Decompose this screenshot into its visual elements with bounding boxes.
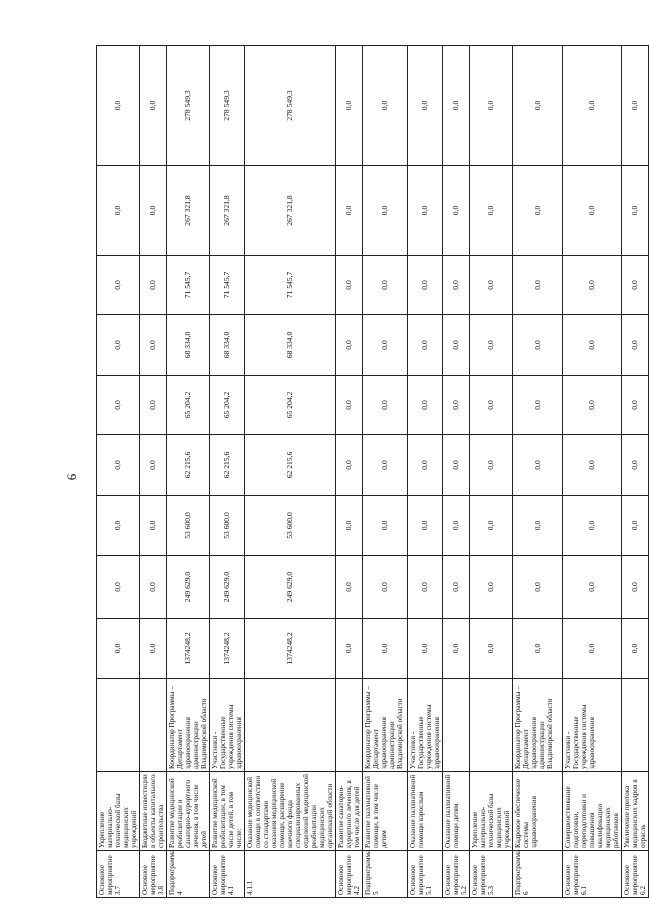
- value-cell: 0,0: [140, 435, 167, 496]
- value-cell: 0,0: [97, 315, 140, 376]
- value-cell: 65 204,2: [167, 376, 210, 435]
- value-cell: 0,0: [513, 376, 563, 435]
- table-row: [408, 46, 443, 898]
- value-cell: 0,0: [513, 435, 563, 496]
- value-cell: 0,0: [97, 435, 140, 496]
- value-cell: 68 334,0: [245, 315, 336, 376]
- row-executor-cell: Участники - Государственные учреждения системы здравоохранения: [408, 679, 443, 772]
- value-cell: 278 549,3: [210, 46, 245, 166]
- value-cell: 0,0: [408, 256, 443, 315]
- value-cell: 249 629,0: [210, 556, 245, 619]
- value-cell: 0,0: [563, 315, 622, 376]
- value-cell: 0,0: [336, 376, 363, 435]
- value-cell: 267 321,8: [245, 166, 336, 256]
- value-cell: 71 545,7: [245, 256, 336, 315]
- row-name-cell: Основное мероприятие 5.1: [408, 851, 443, 898]
- value-cell: 0,0: [363, 46, 408, 166]
- value-cell: 0,0: [563, 256, 622, 315]
- row-description-cell: Развитие санаторно-курортного лечения, в том числе для детей: [336, 772, 363, 851]
- value-cell: 0,0: [563, 496, 622, 556]
- value-cell: 0,0: [563, 556, 622, 619]
- value-cell: 0,0: [513, 256, 563, 315]
- row-executor-cell: Участники - Государственные учреждения системы здравоохранения: [210, 679, 245, 772]
- value-cell: 0,0: [97, 556, 140, 619]
- table-row: [363, 46, 408, 898]
- value-cell: 0,0: [513, 496, 563, 556]
- value-cell: 68 334,0: [167, 315, 210, 376]
- value-cell: 0,0: [622, 619, 649, 679]
- row-executor-cell: [245, 679, 336, 772]
- value-cell: 0,0: [563, 435, 622, 496]
- value-cell: 0,0: [408, 556, 443, 619]
- value-cell: 0,0: [408, 619, 443, 679]
- value-cell: 0,0: [622, 166, 649, 256]
- table-row: [336, 46, 363, 898]
- value-cell: 0,0: [470, 315, 513, 376]
- value-cell: 0,0: [443, 376, 470, 435]
- value-cell: 0,0: [363, 556, 408, 619]
- value-cell: 0,0: [443, 435, 470, 496]
- value-cell: 65 204,2: [210, 376, 245, 435]
- value-cell: 0,0: [470, 166, 513, 256]
- row-description-cell: Бюджетные инвестиции в объекты капитального строительства: [140, 772, 167, 851]
- value-cell: 0,0: [408, 46, 443, 166]
- value-cell: 0,0: [513, 556, 563, 619]
- value-cell: 0,0: [408, 435, 443, 496]
- row-name-cell: Подпрограмма 5: [363, 851, 408, 898]
- value-cell: 0,0: [97, 496, 140, 556]
- value-cell: 0,0: [470, 376, 513, 435]
- value-cell: 267 321,8: [210, 166, 245, 256]
- value-cell: 0,0: [563, 166, 622, 256]
- table-row: [513, 46, 563, 898]
- value-cell: 0,0: [563, 619, 622, 679]
- value-cell: 71 545,7: [210, 256, 245, 315]
- value-cell: 0,0: [363, 619, 408, 679]
- value-cell: 0,0: [408, 496, 443, 556]
- value-cell: 0,0: [140, 376, 167, 435]
- row-description-cell: Развитие медицинской реабилитации и санаторно-курортного лечения, в том числе детей: [167, 772, 210, 851]
- rotated-table-container: [96, 46, 647, 898]
- value-cell: 0,0: [513, 166, 563, 256]
- value-cell: 0,0: [563, 376, 622, 435]
- row-name-cell: Основное мероприятие 3.7: [97, 851, 140, 898]
- table-row: [622, 46, 649, 898]
- value-cell: 0,0: [363, 256, 408, 315]
- row-name-cell: Основное мероприятие 6.2: [622, 851, 649, 898]
- table-row: [97, 46, 140, 898]
- value-cell: 0,0: [97, 46, 140, 166]
- value-cell: 0,0: [408, 166, 443, 256]
- row-executor-cell: Координатор Программы – Департамент здравоохранения администрации Владимирской области: [363, 679, 408, 772]
- value-cell: 68 334,0: [210, 315, 245, 376]
- table-row: [470, 46, 513, 898]
- value-cell: 0,0: [470, 435, 513, 496]
- row-name-cell: Основное мероприятие 3.8: [140, 851, 167, 898]
- value-cell: 0,0: [622, 256, 649, 315]
- value-cell: 0,0: [336, 46, 363, 166]
- row-executor-cell: [443, 679, 470, 772]
- value-cell: 0,0: [470, 496, 513, 556]
- value-cell: 0,0: [363, 315, 408, 376]
- table-row: [245, 46, 336, 898]
- value-cell: 0,0: [622, 315, 649, 376]
- row-name-cell: Подпрограмма 6: [513, 851, 563, 898]
- value-cell: 0,0: [336, 556, 363, 619]
- value-cell: 0,0: [140, 556, 167, 619]
- value-cell: 0,0: [622, 496, 649, 556]
- value-cell: 0,0: [622, 556, 649, 619]
- value-cell: 0,0: [513, 315, 563, 376]
- row-description-cell: Развитие медицинской реабилитации, в том числе детей, в том числе:: [210, 772, 245, 851]
- value-cell: 0,0: [622, 46, 649, 166]
- value-cell: 267 321,8: [167, 166, 210, 256]
- row-executor-cell: [336, 679, 363, 772]
- value-cell: 0,0: [513, 46, 563, 166]
- table-row: [140, 46, 167, 898]
- value-cell: 0,0: [470, 556, 513, 619]
- value-cell: 0,0: [97, 166, 140, 256]
- row-name-cell: 4.1.1: [245, 851, 336, 898]
- value-cell: 249 629,0: [167, 556, 210, 619]
- row-description-cell: Кадровое обеспечение системы здравоохранения: [513, 772, 563, 851]
- row-description-cell: Увеличение притока медицинских кадров в отрасль: [622, 772, 649, 851]
- value-cell: 0,0: [336, 435, 363, 496]
- value-cell: 0,0: [363, 496, 408, 556]
- value-cell: 0,0: [363, 166, 408, 256]
- value-cell: 0,0: [336, 166, 363, 256]
- value-cell: 0,0: [443, 315, 470, 376]
- value-cell: 0,0: [140, 619, 167, 679]
- value-cell: 0,0: [336, 256, 363, 315]
- value-cell: 53 600,0: [210, 496, 245, 556]
- value-cell: 53 600,0: [245, 496, 336, 556]
- row-description-cell: Развитие паллиативной помощи, в том числе детям: [363, 772, 408, 851]
- row-name-cell: Основное мероприятие 4.2: [336, 851, 363, 898]
- value-cell: 0,0: [363, 435, 408, 496]
- value-cell: 0,0: [97, 256, 140, 315]
- value-cell: 0,0: [140, 256, 167, 315]
- row-executor-cell: Координатор Программы – Департамент здравоохранения администрации Владимирской области: [513, 679, 563, 772]
- table-row: [210, 46, 245, 898]
- row-name-cell: Основное мероприятие 5.3: [470, 851, 513, 898]
- value-cell: 0,0: [408, 315, 443, 376]
- value-cell: 1374248,2: [167, 619, 210, 679]
- value-cell: 0,0: [622, 435, 649, 496]
- value-cell: 0,0: [336, 496, 363, 556]
- value-cell: 62 215,6: [210, 435, 245, 496]
- value-cell: 0,0: [443, 256, 470, 315]
- value-cell: 71 545,7: [167, 256, 210, 315]
- row-description-cell: Оказание медицинской помощи в соответствии со стандартами оказания медицинской помощи, расширение коечного фонда специализированных отделений медицинской реабилитации медицинских организаций области: [245, 772, 336, 851]
- row-description-cell: Оказание паллиативной помощи детям: [443, 772, 470, 851]
- value-cell: 0,0: [563, 46, 622, 166]
- row-executor-cell: [622, 679, 649, 772]
- value-cell: 0,0: [443, 556, 470, 619]
- value-cell: 0,0: [363, 376, 408, 435]
- row-executor-cell: [470, 679, 513, 772]
- row-executor-cell: [97, 679, 140, 772]
- value-cell: 0,0: [443, 46, 470, 166]
- table-row: [443, 46, 470, 898]
- row-executor-cell: [140, 679, 167, 772]
- row-description-cell: Укрепление материально-технической базы медицинских учреждений: [470, 772, 513, 851]
- value-cell: 0,0: [443, 496, 470, 556]
- value-cell: 278 549,3: [245, 46, 336, 166]
- row-name-cell: Основное мероприятие 5.2: [443, 851, 470, 898]
- row-name-cell: Основное мероприятие 6.1: [563, 851, 622, 898]
- row-description-cell: Укрепление материально-технической базы медицинских учреждений: [97, 772, 140, 851]
- value-cell: 0,0: [470, 619, 513, 679]
- value-cell: 0,0: [470, 46, 513, 166]
- table-row: [563, 46, 622, 898]
- row-name-cell: Подпрограмма 4: [167, 851, 210, 898]
- value-cell: 0,0: [443, 619, 470, 679]
- budget-table: [96, 45, 649, 898]
- value-cell: 0,0: [622, 376, 649, 435]
- value-cell: 53 600,0: [167, 496, 210, 556]
- value-cell: 0,0: [140, 315, 167, 376]
- page-number: 6: [64, 473, 79, 481]
- table-row: [167, 46, 210, 898]
- value-cell: 0,0: [513, 619, 563, 679]
- value-cell: 0,0: [97, 619, 140, 679]
- value-cell: 0,0: [140, 496, 167, 556]
- row-name-cell: Основное мероприятие 4.1: [210, 851, 245, 898]
- value-cell: 0,0: [470, 256, 513, 315]
- value-cell: 0,0: [408, 376, 443, 435]
- value-cell: 1374248,2: [245, 619, 336, 679]
- value-cell: 249 629,0: [245, 556, 336, 619]
- value-cell: 65 204,2: [245, 376, 336, 435]
- row-executor-cell: Координатор Программы – Департамент здравоохранения администрации Владимирской области: [167, 679, 210, 772]
- value-cell: 0,0: [97, 376, 140, 435]
- value-cell: 0,0: [443, 166, 470, 256]
- value-cell: 62 215,6: [245, 435, 336, 496]
- row-description-cell: Совершенствование подготовки, переподготовки и повышения квалификации медицинских работников: [563, 772, 622, 851]
- value-cell: 0,0: [336, 315, 363, 376]
- value-cell: 0,0: [140, 166, 167, 256]
- value-cell: 278 549,3: [167, 46, 210, 166]
- value-cell: 62 215,6: [167, 435, 210, 496]
- value-cell: 1374248,2: [210, 619, 245, 679]
- row-description-cell: Оказание паллиативной помощи взрослым: [408, 772, 443, 851]
- value-cell: 0,0: [336, 619, 363, 679]
- row-executor-cell: Участники - Государственные учреждения системы здравоохранения: [563, 679, 622, 772]
- value-cell: 0,0: [140, 46, 167, 166]
